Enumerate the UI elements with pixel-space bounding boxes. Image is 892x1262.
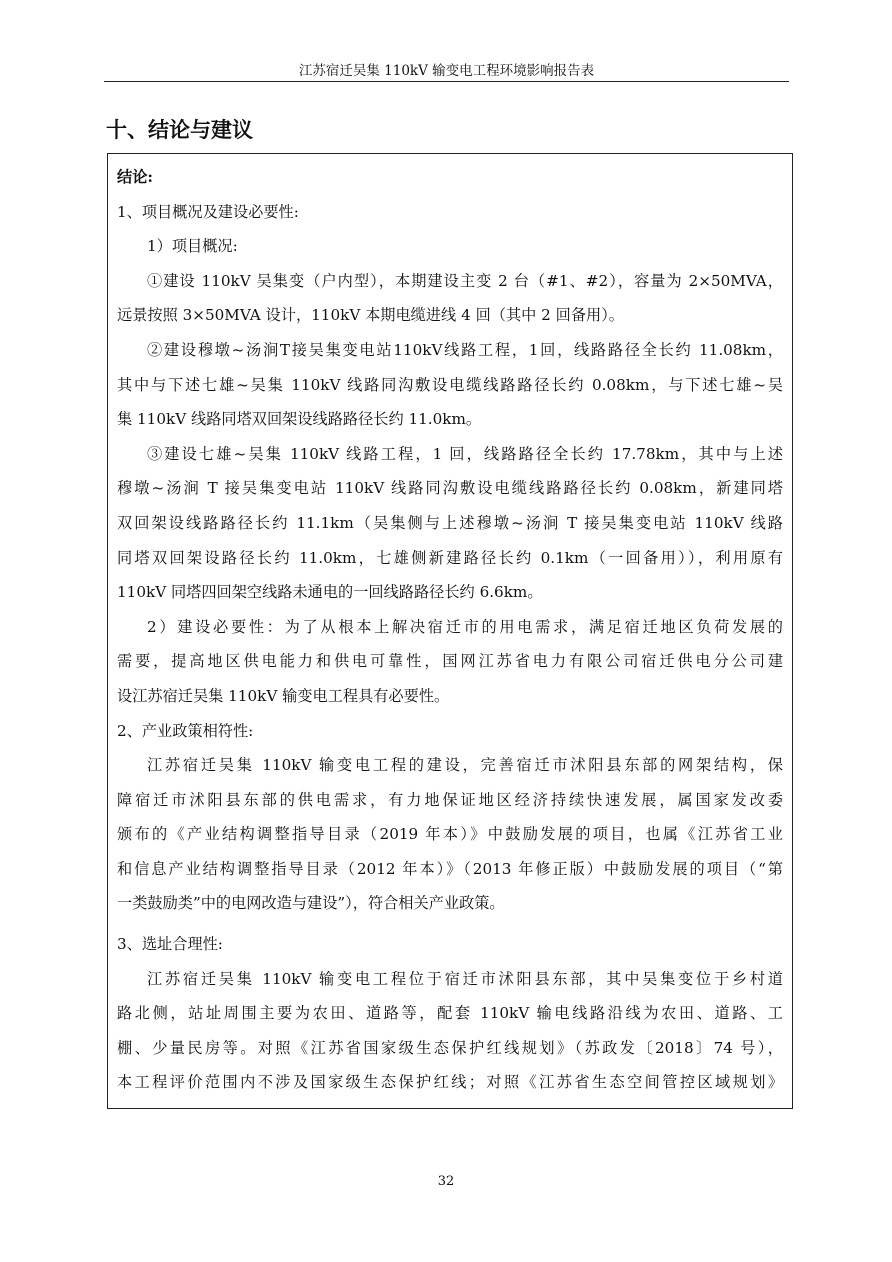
conclusion-text xyxy=(117,160,783,1100)
text-line: 本工程评价范围内不涉及国家级生态保护红线；对照《江苏省生态空间管控区域规划》 xyxy=(117,1073,783,1092)
text-line: 2、产业政策相符性: xyxy=(117,721,254,740)
page-number: 32 xyxy=(437,1174,455,1189)
text-line: 棚、少量民房等。对照《江苏省国家级生态保护红线规划》（苏政发〔2018〕74 号）， xyxy=(117,1038,783,1057)
text-line: 一类鼓励类”中的电网改造与建设”），符合相关产业政策。 xyxy=(117,894,505,913)
header-divider xyxy=(104,81,789,82)
text-line: 3、选址合理性: xyxy=(117,935,223,954)
text-line: 设江苏宿迁吴集 110kV 输变电工程具有必要性。 xyxy=(117,686,450,705)
text-line: 需要，提高地区供电能力和供电可靠性，国网江苏省电力有限公司宿迁供电分公司建 xyxy=(117,652,783,671)
text-line: ①建设 110kV 吴集变（户内型），本期建设主变 2 台（#1、#2），容量为 2×50MVA， xyxy=(147,271,783,290)
text-line: ③建设七雄~吴集 110kV 线路工程，1 回，线路路径全长约 17.78km，其中与上述 xyxy=(147,444,783,463)
text-line: 2）建设必要性：为了从根本上解决宿迁市的用电需求，满足宿迁地区负荷发展的 xyxy=(147,617,783,636)
text-line: 同塔双回架设路径长约 11.0km，七雄侧新建路径长约 0.1km（一回备用）），利用原有 xyxy=(117,548,783,567)
text-line: 1）项目概况: xyxy=(147,237,238,256)
conclusion-box xyxy=(107,153,793,1109)
text-line: 1、项目概况及建设必要性: xyxy=(117,202,299,221)
text-line: 江苏宿迁吴集 110kV 输变电工程位于宿迁市沭阳县东部，其中吴集变位于乡村道 xyxy=(147,969,783,988)
text-line: 结论: xyxy=(117,168,153,186)
text-line: 和信息产业结构调整指导目录（2012 年本）》（2013 年修正版）中鼓励发展的项目（“第 xyxy=(117,859,783,878)
text-line: 障宿迁市沭阳县东部的供电需求，有力地保证地区经济持续快速发展，属国家发改委 xyxy=(117,790,783,809)
section-title: 十、结论与建议 xyxy=(106,118,253,142)
text-line: 颁布的《产业结构调整指导目录（2019 年本）》中鼓励发展的项目，也属《江苏省工业 xyxy=(117,825,783,844)
text-line: 110kV 同塔四回架空线路未通电的一回线路路径长约 6.6km。 xyxy=(117,583,543,602)
text-line: 双回架设线路路径长约 11.1km（吴集侧与上述穆墩~汤涧 T 接吴集变电站 110kV 线路 xyxy=(117,513,783,532)
text-line: 其中与下述七雄~吴集 110kV 线路同沟敷设电缆线路路径长约 0.08km，与下述七雄~吴 xyxy=(117,375,783,394)
text-line: 远景按照 3×50MVA 设计，110kV 本期电缆进线 4 回（其中 2 回备用）。 xyxy=(117,306,624,325)
running-header: 江苏宿迁吴集 110kV 输变电工程环境影响报告表 xyxy=(298,63,595,79)
text-line: 路北侧，站址周围主要为农田、道路等，配套 110kV 输电线路沿线为农田、道路、工 xyxy=(117,1004,783,1023)
text-line: ②建设穆墩~汤涧T接吴集变电站110kV线路工程，1回，线路路径全长约 11.08km， xyxy=(147,340,783,359)
text-line: 江苏宿迁吴集 110kV 输变电工程的建设，完善宿迁市沭阳县东部的网架结构，保 xyxy=(147,756,783,775)
text-line: 穆墩~汤涧 T 接吴集变电站 110kV 线路同沟敷设电缆线路路径长约 0.08km，新建同塔 xyxy=(117,479,783,498)
text-line: 集 110kV 线路同塔双回架设线路路径长约 11.0km。 xyxy=(117,410,482,429)
